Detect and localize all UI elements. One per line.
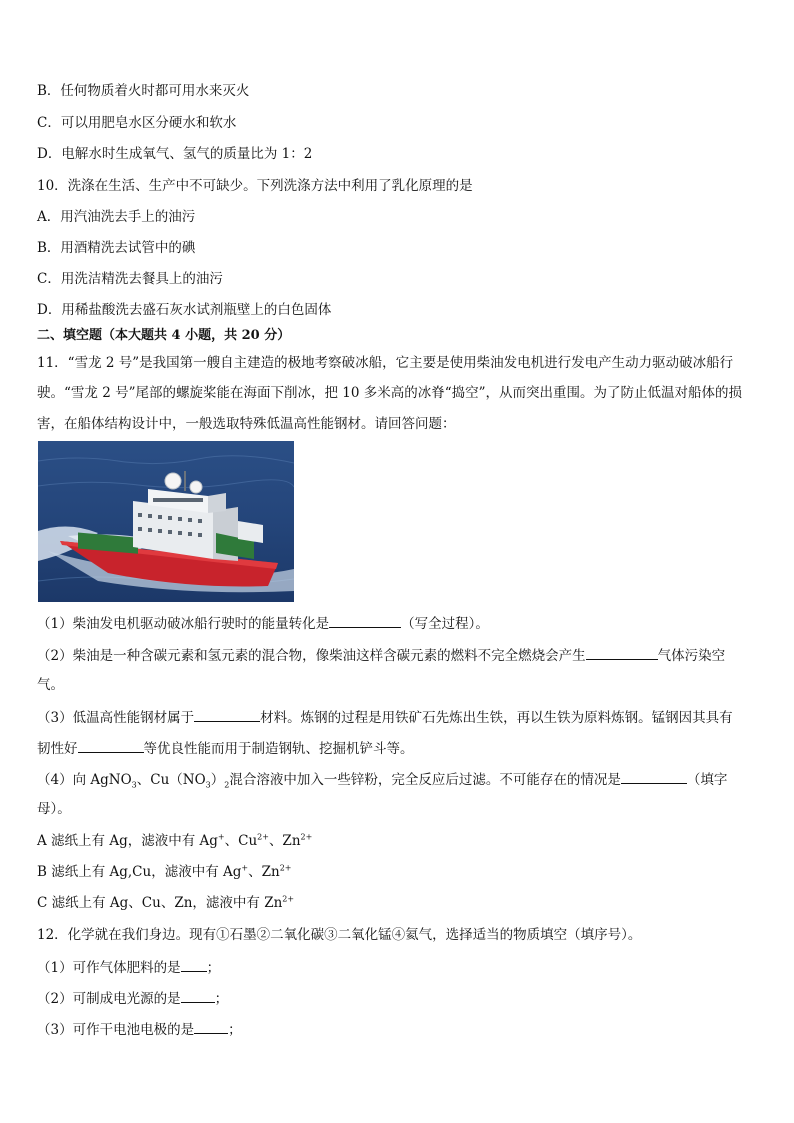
q11-part1 bbox=[37, 613, 489, 633]
q12-part2-suffix: ； bbox=[214, 991, 229, 1007]
q11-part4-text2: 、Cu（NO bbox=[136, 772, 206, 788]
q11-stem-line1: 11．“雪龙 2 号”是我国第一艘自主建造的极地考察破冰船，它主要是使用柴油发电机进行发电产生动力驱动破冰船行 bbox=[37, 355, 734, 371]
q12-part2-text: （2）可制成电光源的是 bbox=[37, 991, 181, 1007]
subscript: 3 bbox=[131, 780, 137, 790]
q9-option-c: C．可以用肥皂水区分硬水和软水 bbox=[37, 115, 237, 131]
superscript: + bbox=[241, 863, 249, 873]
option-text: 、Zn bbox=[248, 864, 280, 880]
option-text: 、Cu bbox=[224, 833, 258, 849]
q11-option-a bbox=[37, 832, 312, 850]
superscript: 2+ bbox=[282, 894, 295, 904]
q11-part3-text3: 韧性好 bbox=[37, 741, 78, 757]
q12-part1 bbox=[37, 957, 220, 977]
q11-part2-text: （2）柴油是一种含碳元素和氢元素的混合物，像柴油这样含碳元素的燃料不完全燃烧会产生 bbox=[37, 648, 586, 664]
answer-blank[interactable] bbox=[181, 988, 215, 1003]
q11-part3-cont bbox=[37, 738, 414, 758]
superscript: 2+ bbox=[257, 832, 269, 842]
option-text: C 滤纸上有 Ag、Cu、Zn，滤液中有 Zn bbox=[37, 895, 283, 911]
q11-part3-text2: 材料。炼钢的过程是用铁矿石先炼出生铁，再以生铁为原料炼钢。锰钢因其具有 bbox=[260, 710, 733, 726]
q12-part3-suffix: ； bbox=[228, 1022, 242, 1038]
q11-stem-line2: 驶。“雪龙 2 号”尾部的螺旋桨能在海面下削冰，把 10 多米高的冰脊“捣空”，从而突出重围。为了防止低温对船体的损 bbox=[37, 385, 743, 401]
q11-part3 bbox=[37, 707, 733, 727]
q11-part4-text: （4）向 AgNO bbox=[37, 772, 132, 788]
subscript: 3 bbox=[205, 780, 211, 790]
q12-part2 bbox=[37, 988, 228, 1008]
q11-part2-cont: 气。 bbox=[37, 677, 64, 693]
option-text: 、Zn bbox=[268, 833, 301, 849]
q11-part3-text4: 等优良性能而用于制造钢轨、挖掘机铲斗等。 bbox=[143, 741, 414, 757]
superscript: 2+ bbox=[300, 832, 313, 842]
q12-part3-text: （3）可作干电池电极的是 bbox=[37, 1022, 195, 1038]
superscript: 2+ bbox=[279, 863, 292, 873]
answer-blank[interactable] bbox=[78, 738, 144, 753]
q10-stem: 10．洗涤在生活、生产中不可缺少。下列洗涤方法中利用了乳化原理的是 bbox=[37, 178, 473, 194]
subscript: 2 bbox=[224, 780, 230, 790]
q12-part1-suffix: ； bbox=[206, 960, 221, 976]
q11-part4-text3: ） bbox=[210, 772, 225, 788]
section-heading: 二、填空题（本大题共 4 小题，共 20 分） bbox=[37, 328, 291, 343]
answer-blank[interactable] bbox=[586, 645, 658, 660]
q12-part1-text: （1）可作气体肥料的是 bbox=[37, 960, 181, 976]
q10-option-b: B．用酒精洗去试管中的碘 bbox=[37, 240, 196, 256]
q11-part3-text: （3）低温高性能钢材属于 bbox=[37, 710, 195, 726]
answer-blank[interactable] bbox=[194, 1019, 228, 1034]
q11-part2-suffix: 气体污染空 bbox=[657, 648, 726, 664]
superscript: + bbox=[217, 832, 225, 842]
q11-part4-text5: （填字 bbox=[686, 772, 728, 788]
q11-stem-line3: 害，在船体结构设计中，一般选取特殊低温高性能钢材。请回答问题： bbox=[37, 416, 456, 432]
q11-part1-suffix: （写全过程）。 bbox=[401, 616, 489, 632]
answer-blank[interactable] bbox=[181, 957, 207, 972]
answer-blank[interactable] bbox=[329, 613, 401, 628]
q11-part4-cont: 母）。 bbox=[37, 801, 71, 817]
q10-option-d: D．用稀盐酸洗去盛石灰水试剂瓶壁上的白色固体 bbox=[37, 302, 332, 318]
option-text: A 滤纸上有 Ag，滤液中有 Ag bbox=[37, 833, 218, 849]
q11-option-c bbox=[37, 894, 294, 912]
answer-blank[interactable] bbox=[194, 707, 260, 722]
q9-option-b: B．任何物质着火时都可用水来灭火 bbox=[37, 83, 250, 99]
q10-option-a: A．用汽油洗去手上的油污 bbox=[37, 209, 196, 225]
q12-stem: 12．化学就在我们身边。现有①石墨②二氧化碳③二氧化锰④氦气，选择适当的物质填空（填序号）。 bbox=[37, 927, 642, 943]
q9-option-d: D．电解水时生成氧气、氢气的质量比为 1：2 bbox=[37, 146, 313, 162]
q12-part3 bbox=[37, 1019, 242, 1039]
q11-option-b bbox=[37, 863, 291, 881]
option-text: B 滤纸上有 Ag,Cu，滤液中有 Ag bbox=[37, 864, 242, 880]
icebreaker-ship-image bbox=[38, 441, 294, 602]
q11-part2 bbox=[37, 645, 725, 665]
q11-part4-text4: 混合溶液中加入一些锌粉，完全反应后过滤。不可能存在的情况是 bbox=[229, 772, 621, 788]
q10-option-c: C．用洗洁精洗去餐具上的油污 bbox=[37, 271, 223, 287]
q11-part1-text: （1）柴油发电机驱动破冰船行驶时的能量转化是 bbox=[37, 616, 330, 632]
answer-blank[interactable] bbox=[621, 769, 687, 784]
q11-part4 bbox=[37, 769, 727, 789]
